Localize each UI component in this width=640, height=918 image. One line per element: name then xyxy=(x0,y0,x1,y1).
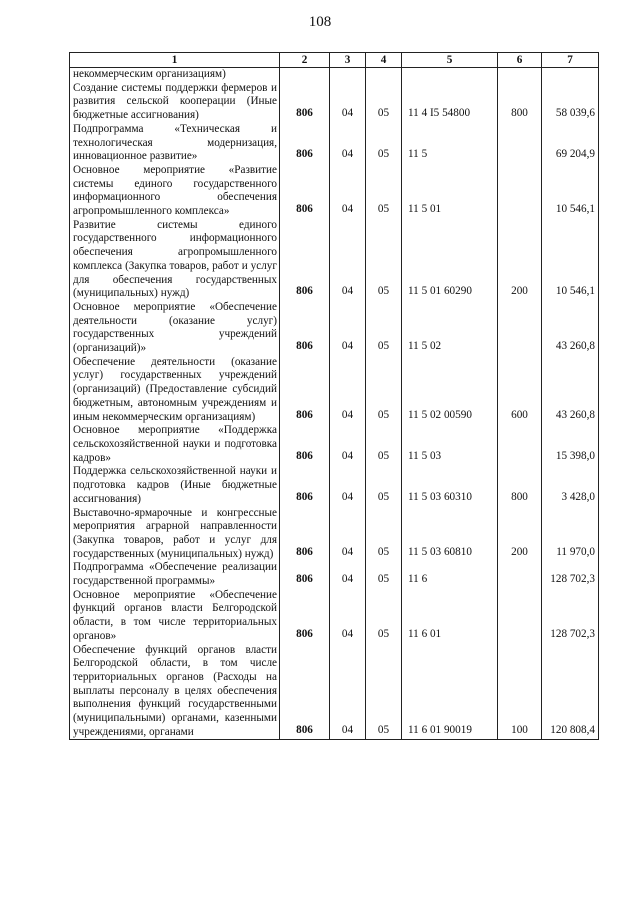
row-c4-cell: 05 xyxy=(366,164,402,219)
row-c5-cell: 11 5 02 00590 xyxy=(402,356,498,425)
row-c4-cell: 05 xyxy=(366,219,402,301)
row-c4-cell: 05 xyxy=(366,82,402,123)
header-row xyxy=(70,53,599,68)
row-c2-cell: 806 xyxy=(280,82,330,123)
row-c3-cell xyxy=(330,68,366,82)
row-c3-cell: 04 xyxy=(330,589,366,644)
column-header-4: 4 xyxy=(366,53,402,68)
row-c6-cell xyxy=(498,561,542,588)
row-c2-cell: 806 xyxy=(280,644,330,740)
row-c6-cell: 800 xyxy=(498,82,542,123)
row-c2-cell: 806 xyxy=(280,356,330,425)
row-c7-cell: 15 398,0 xyxy=(542,424,599,465)
table-row xyxy=(70,123,599,164)
row-c6-cell: 200 xyxy=(498,507,542,562)
page-number: 108 xyxy=(308,14,332,30)
row-c6-cell xyxy=(498,164,542,219)
row-c3-cell: 04 xyxy=(330,356,366,425)
row-c4-cell xyxy=(366,68,402,82)
row-name-cell: Основное мероприятие «Поддержка сельскохозяйственной науки и подготовка кадров» xyxy=(70,424,280,465)
row-c5-cell: 11 6 01 90019 xyxy=(402,644,498,740)
row-c4-cell: 05 xyxy=(366,301,402,356)
table-row xyxy=(70,424,599,465)
row-c7-cell xyxy=(542,68,599,82)
row-c6-cell: 200 xyxy=(498,219,542,301)
row-name-cell: Создание системы поддержки фермеров и развития сельской кооперации (Иные бюджетные ассигнования) xyxy=(70,82,280,123)
row-c2-cell: 806 xyxy=(280,561,330,588)
row-c3-cell: 04 xyxy=(330,123,366,164)
row-c3-cell: 04 xyxy=(330,561,366,588)
row-c5-cell: 11 5 xyxy=(402,123,498,164)
row-c3-cell: 04 xyxy=(330,644,366,740)
row-name-cell: Подпрограмма «Обеспечение реализации государственной программы» xyxy=(70,561,280,588)
row-c6-cell xyxy=(498,589,542,644)
row-c3-cell: 04 xyxy=(330,164,366,219)
table-row xyxy=(70,82,599,123)
table-row xyxy=(70,356,599,425)
row-c4-cell: 05 xyxy=(366,589,402,644)
row-name-cell: Развитие системы единого государственного информационного обеспечения агропромышленного комплекса (Закупка товаров, работ и услуг для обеспечения государственных (муниципальных) нужд) xyxy=(70,219,280,301)
row-c3-cell: 04 xyxy=(330,301,366,356)
row-c2-cell: 806 xyxy=(280,164,330,219)
row-c5-cell: 11 5 03 60310 xyxy=(402,465,498,506)
table-row xyxy=(70,644,599,740)
row-c5-cell: 11 5 01 xyxy=(402,164,498,219)
row-name-cell: Подпрограмма «Техническая и технологическая модернизация, инновационное развитие» xyxy=(70,123,280,164)
row-c5-cell xyxy=(402,68,498,82)
row-c2-cell xyxy=(280,68,330,82)
row-c6-cell xyxy=(498,301,542,356)
row-c3-cell: 04 xyxy=(330,424,366,465)
row-c6-cell xyxy=(498,68,542,82)
row-c2-cell: 806 xyxy=(280,424,330,465)
row-c6-cell: 800 xyxy=(498,465,542,506)
row-c3-cell: 04 xyxy=(330,507,366,562)
table-row xyxy=(70,507,599,562)
column-header-6: 6 xyxy=(498,53,542,68)
row-c2-cell: 806 xyxy=(280,507,330,562)
row-c4-cell: 05 xyxy=(366,424,402,465)
row-c4-cell: 05 xyxy=(366,123,402,164)
row-c2-cell: 806 xyxy=(280,123,330,164)
row-c7-cell: 128 702,3 xyxy=(542,561,599,588)
row-c6-cell: 600 xyxy=(498,356,542,425)
row-c7-cell: 11 970,0 xyxy=(542,507,599,562)
table-row xyxy=(70,561,599,588)
table-row xyxy=(70,589,599,644)
row-c3-cell: 04 xyxy=(330,465,366,506)
column-header-5: 5 xyxy=(402,53,498,68)
row-c7-cell: 58 039,6 xyxy=(542,82,599,123)
table-row xyxy=(70,68,599,82)
row-name-cell: Выставочно-ярмарочные и конгрессные мероприятия аграрной направленности (Закупка товаров, работ и услуг для государственных (муниципальных) нужд) xyxy=(70,507,280,562)
column-header-7: 7 xyxy=(542,53,599,68)
row-c7-cell: 10 546,1 xyxy=(542,219,599,301)
row-c2-cell: 806 xyxy=(280,589,330,644)
row-c5-cell: 11 6 xyxy=(402,561,498,588)
row-c6-cell xyxy=(498,424,542,465)
row-c4-cell: 05 xyxy=(366,561,402,588)
row-c2-cell: 806 xyxy=(280,301,330,356)
row-c3-cell: 04 xyxy=(330,219,366,301)
row-name-cell: некоммерческим организациям) xyxy=(70,68,280,82)
row-c7-cell: 43 260,8 xyxy=(542,356,599,425)
table-row xyxy=(70,301,599,356)
row-c4-cell: 05 xyxy=(366,465,402,506)
row-name-cell: Основное мероприятие «Обеспечение деятельности (оказание услуг) государственных учреждений (организаций)» xyxy=(70,301,280,356)
row-c2-cell: 806 xyxy=(280,465,330,506)
row-c6-cell: 100 xyxy=(498,644,542,740)
row-name-cell: Поддержка сельскохозяйственной науки и подготовка кадров (Иные бюджетные ассигнования) xyxy=(70,465,280,506)
row-name-cell: Основное мероприятие «Развитие системы единого государственного информационного обеспечения агропромышленного комплекса» xyxy=(70,164,280,219)
row-c5-cell: 11 5 02 xyxy=(402,301,498,356)
row-c5-cell: 11 5 01 60290 xyxy=(402,219,498,301)
row-name-cell: Обеспечение функций органов власти Белгородской области, в том числе территориальных органов (Расходы на выплаты персоналу в целях обеспечения выполнения функций государственными (муниципальными) органами, казенными учреждениями, органами xyxy=(70,644,280,740)
row-c7-cell: 3 428,0 xyxy=(542,465,599,506)
row-c6-cell xyxy=(498,123,542,164)
row-c7-cell: 120 808,4 xyxy=(542,644,599,740)
row-c3-cell: 04 xyxy=(330,82,366,123)
table-row xyxy=(70,465,599,506)
row-c4-cell: 05 xyxy=(366,644,402,740)
row-name-cell: Основное мероприятие «Обеспечение функций органов власти Белгородской области, в том числе территориальных органов» xyxy=(70,589,280,644)
budget-table xyxy=(69,52,599,740)
row-c4-cell: 05 xyxy=(366,507,402,562)
row-c7-cell: 69 204,9 xyxy=(542,123,599,164)
row-c7-cell: 128 702,3 xyxy=(542,589,599,644)
row-c5-cell: 11 4 I5 54800 xyxy=(402,82,498,123)
row-c7-cell: 43 260,8 xyxy=(542,301,599,356)
row-c7-cell: 10 546,1 xyxy=(542,164,599,219)
table-row xyxy=(70,219,599,301)
row-c5-cell: 11 5 03 60810 xyxy=(402,507,498,562)
row-c5-cell: 11 6 01 xyxy=(402,589,498,644)
column-header-2: 2 xyxy=(280,53,330,68)
column-header-1: 1 xyxy=(70,53,280,68)
row-c4-cell: 05 xyxy=(366,356,402,425)
row-c5-cell: 11 5 03 xyxy=(402,424,498,465)
row-c2-cell: 806 xyxy=(280,219,330,301)
table-row xyxy=(70,164,599,219)
row-name-cell: Обеспечение деятельности (оказание услуг) государственных учреждений (организаций) (Предоставление субсидий бюджетным, автономным учреждениям и иным некоммерческим организациям) xyxy=(70,356,280,425)
column-header-3: 3 xyxy=(330,53,366,68)
